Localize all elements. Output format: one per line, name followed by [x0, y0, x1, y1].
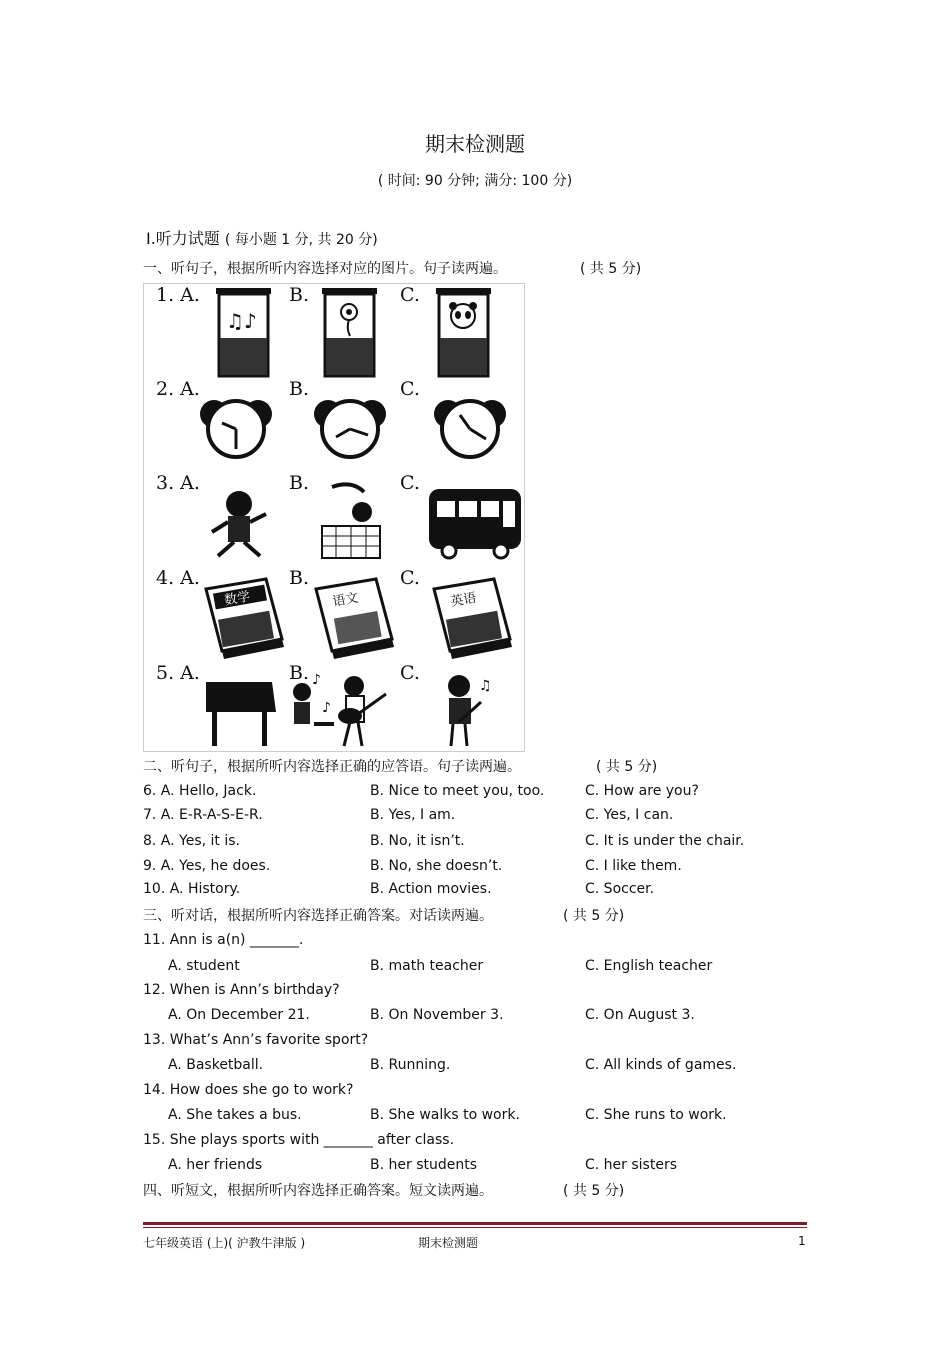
option-10b: B. Action movies. — [370, 881, 492, 897]
option-11a: A. student — [168, 958, 240, 974]
part4-instruction: 四、听短文，根据所听内容选择正确答案。短文读两遍。 — [143, 1183, 493, 1199]
question-15: 15. She plays sports with _______ after class. — [143, 1132, 455, 1148]
option-9a: 9. A. Yes, he does. — [143, 858, 271, 874]
option-13c: C. All kinds of games. — [585, 1057, 737, 1073]
part4-points: ( 共 5 分) — [563, 1183, 625, 1199]
option-8c: C. It is under the chair. — [585, 833, 745, 849]
option-15b: B. her students — [370, 1157, 478, 1173]
question-14: 14. How does she go to work? — [143, 1082, 354, 1098]
chinese-book-icon — [316, 579, 394, 659]
book-title: 数学 — [223, 589, 252, 609]
flower-door-icon — [322, 288, 377, 376]
music-notes-door-icon — [216, 288, 271, 376]
footer-divider — [143, 1222, 807, 1225]
section-title: Ⅰ.听力试题 — [146, 229, 220, 248]
option-14c: C. She runs to work. — [585, 1107, 727, 1123]
row3-label-c: C. — [400, 472, 420, 494]
option-8a: 8. A. Yes, it is. — [143, 833, 241, 849]
panda-door-icon — [436, 288, 491, 376]
picture-choices-panel — [143, 283, 525, 752]
option-12c: C. On August 3. — [585, 1007, 695, 1023]
option-13b: B. Running. — [370, 1057, 451, 1073]
row2-label-b: B. — [289, 378, 310, 400]
part3-points: ( 共 5 分) — [563, 908, 625, 924]
exam-info: ( 时间: 90 分钟; 满分: 100 分) — [377, 173, 573, 189]
question-11: 11. Ann is a(n) _______. — [143, 932, 304, 948]
page-title: 期末检测题 — [425, 132, 525, 156]
violin-player-icon — [448, 675, 492, 746]
bus-icon — [429, 489, 521, 558]
part2-points: ( 共 5 分) — [596, 759, 658, 775]
footer-divider-thin — [143, 1227, 807, 1228]
option-7b: B. Yes, I am. — [370, 807, 456, 823]
guitar-player-icon — [322, 676, 386, 746]
svg-text:♪: ♪ — [312, 672, 321, 688]
option-12a: A. On December 21. — [168, 1007, 310, 1023]
option-12b: B. On November 3. — [370, 1007, 504, 1023]
row5-label-b: B. — [289, 662, 310, 684]
section-note: ( 每小题 1 分, 共 20 分) — [224, 232, 378, 248]
svg-text:♪: ♪ — [322, 700, 331, 716]
row4-label-c: C. — [400, 567, 420, 589]
row1-label-c: C. — [400, 284, 420, 306]
book-title: 英语 — [449, 590, 478, 610]
section-heading — [146, 226, 378, 249]
option-11b: B. math teacher — [370, 958, 484, 974]
option-14b: B. She walks to work. — [370, 1107, 520, 1123]
clock-icon — [200, 400, 272, 457]
clock-icon — [434, 400, 506, 457]
option-14a: A. She takes a bus. — [168, 1107, 302, 1123]
row4-label-a: 4. A. — [156, 567, 200, 589]
piano-player-icon — [206, 672, 334, 746]
option-10c: C. Soccer. — [585, 881, 655, 897]
option-9b: B. No, she doesn’t. — [370, 858, 503, 874]
option-7a: 7. A. E-R-A-S-E-R. — [143, 807, 263, 823]
page-number: 1 — [798, 1234, 806, 1248]
row2-label-a: 2. A. — [156, 378, 200, 400]
svg-text:♫: ♫ — [479, 678, 492, 694]
part1-points: ( 共 5 分) — [580, 261, 642, 277]
row1-label-b: B. — [289, 284, 310, 306]
part3-instruction: 三、听对话，根据所听内容选择正确答案。对话读两遍。 — [143, 908, 493, 924]
svg-text:♫♪: ♫♪ — [226, 309, 257, 333]
option-15a: A. her friends — [168, 1157, 263, 1173]
question-12: 12. When is Ann’s birthday? — [143, 982, 340, 998]
option-11c: C. English teacher — [585, 958, 713, 974]
footer-title: 期末检测题 — [418, 1236, 479, 1250]
part1-instruction: 一、听句子，根据所听内容选择对应的图片。句子读两遍。 — [143, 261, 507, 277]
question-13: 13. What’s Ann’s favorite sport? — [143, 1032, 369, 1048]
part2-instruction: 二、听句子，根据所听内容选择正确的应答语。句子读两遍。 — [143, 759, 521, 775]
math-book-icon — [206, 579, 284, 659]
shower-icon — [322, 484, 380, 558]
row3-label-b: B. — [289, 472, 310, 494]
picture-grid — [144, 284, 524, 751]
row1-label-a: 1. A. — [156, 284, 200, 306]
row4-label-b: B. — [289, 567, 310, 589]
option-10a: 10. A. History. — [143, 881, 241, 897]
footer-course: 七年级英语 (上)( 沪教牛津版 ) — [143, 1236, 306, 1250]
row3-label-a: 3. A. — [156, 472, 200, 494]
option-6c: C. How are you? — [585, 783, 699, 799]
clock-icon — [314, 400, 386, 457]
english-book-icon — [434, 579, 512, 659]
option-9c: C. I like them. — [585, 858, 682, 874]
row5-label-c: C. — [400, 662, 420, 684]
option-6b: B. Nice to meet you, too. — [370, 783, 545, 799]
option-15c: C. her sisters — [585, 1157, 677, 1173]
option-8b: B. No, it isn’t. — [370, 833, 465, 849]
option-6a: 6. A. Hello, Jack. — [143, 783, 257, 799]
row5-label-a: 5. A. — [156, 662, 200, 684]
option-7c: C. Yes, I can. — [585, 807, 674, 823]
option-13a: A. Basketball. — [168, 1057, 264, 1073]
running-girl-icon — [212, 491, 266, 556]
book-title: 语文 — [331, 590, 360, 610]
row2-label-c: C. — [400, 378, 420, 400]
